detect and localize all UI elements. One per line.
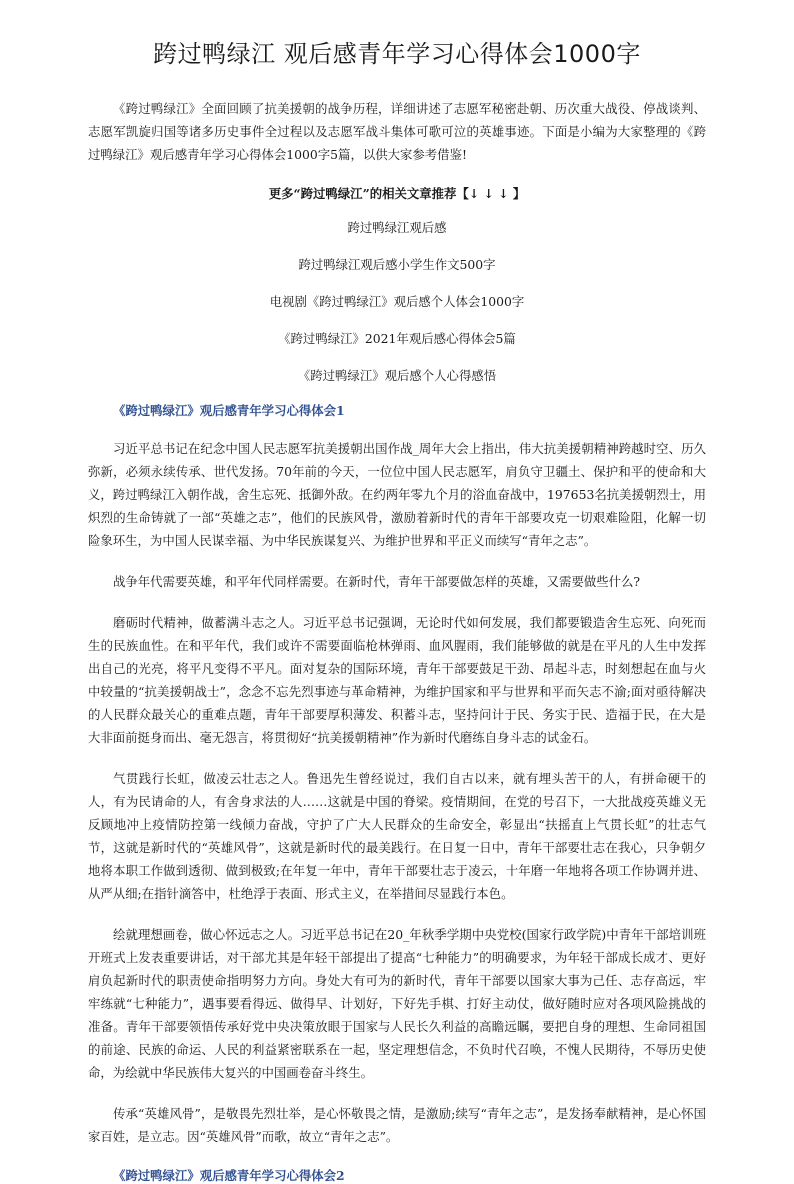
- related-articles-list: [88, 216, 706, 387]
- body-paragraph: 传承“英雄风骨”，是敬畏先烈壮举，是心怀敬畏之情，是激励;续写“青年之志”，是发扬奉献精神，是心怀国家百姓，是立志。因“英雄风骨”而歌，故立“青年之志”。: [88, 1106, 706, 1144]
- related-article-link[interactable]: 跨过鸭绿江观后感小学生作文500字: [298, 257, 496, 272]
- body-paragraph: 绘就理想画卷，做心怀远志之人。习近平总书记在20_年秋季学期中央党校(国家行政学院)中青年干部培训班开班式上发表重要讲话，对干部尤其是年轻干部提出了提高“七种能力”的明确要求，为年轻干部成长成才、更好肩负起新时代的职责使命指明努力方向。身处大有可为的新时代，青年干部要以国家大事为己任、志存高远，牢牢练就“七种能力”，遇事要看得远、做得早、计划好，下好先手棋、打好主动仗，做好随时应对各项风险挑战的准备。青年干部要领悟传承好党中央决策放眼于国家与人民长久利益的高瞻远瞩，要把自身的理想、生命同祖国的前途、民族的命运、人民的利益紧密联系在一起，坚定理想信念，不负时代召唤，不愧人民期待，不辱历史使命，为绘就中华民族伟大复兴的中国画卷奋斗终生。: [88, 927, 706, 1080]
- body-paragraph: 气贯践行长虹，做凌云壮志之人。鲁迅先生曾经说过，我们自古以来，就有埋头苦干的人，有拼命硬干的人，有为民请命的人，有舍身求法的人……这就是中国的脊梁。疫情期间，在党的号召下，一大批战疫英雄义无反顾地冲上疫情防控第一线倾力奋战，守护了广大人民群众的生命安全，彰显出“扶摇直上气贯长虹”的壮志气节，这就是新时代的“英雄风骨”，这就是新时代的最美践行。在日复一日中，青年干部要壮志在我心，只争朝夕地将本职工作做到透彻、做到极致;在年复一年中，青年干部要壮志于凌云，十年磨一年地将各项工作协调并进、从严从细;在指针滴答中，杜绝浮于表面、形式主义，在举措间尽显践行本色。: [88, 771, 706, 901]
- related-article-link[interactable]: 《跨过鸭绿江》2021年观后感心得体会5篇: [278, 331, 516, 346]
- document-title: 跨过鸭绿江 观后感青年学习心得体会1000字: [153, 40, 641, 68]
- section-heading-1[interactable]: 《跨过鸭绿江》观后感青年学习心得体会1: [113, 403, 345, 418]
- related-article-link[interactable]: 《跨过鸭绿江》观后感个人心得感悟: [297, 368, 497, 383]
- body-paragraph: 磨砺时代精神，做蓄满斗志之人。习近平总书记强调，无论时代如何发展，我们都要锻造舍生忘死、向死而生的民族血性。在和平年代，我们或许不需要面临枪林弹雨、血风腥雨，我们能够做的就是在平凡的人生中发挥出自己的光亮，将平凡变得不平凡。面对复杂的国际环境，青年干部要鼓足干劲、昂起斗志，时刻想起在血与火中较量的“抗美援朝战士”，念念不忘先烈事迹与革命精神，为维护国家和平与世界和平而矢志不渝;面对亟待解决的人民群众最关心的重难点题，青年干部要厚积薄发、积蓄斗志，坚持问计于民、务实于民、造福于民，在大是大非面前挺身而出、毫无怨言，将贯彻好“抗美援朝精神”作为新时代磨练自身斗志的试金石。: [88, 615, 706, 745]
- body-paragraph: 战争年代需要英雄，和平年代同样需要。在新时代，青年干部要做怎样的英雄，又需要做些什么?: [113, 574, 641, 589]
- body-paragraph: 习近平总书记在纪念中国人民志愿军抗美援朝出国作战_周年大会上指出，伟大抗美援朝精神跨越时空、历久弥新，必须永续传承、世代发扬。70年前的今天，一位位中国人民志愿军，肩负守卫疆土、保护和平的使命和大义，跨过鸭绿江入朝作战，舍生忘死、抵御外敌。在约两年零九个月的浴血奋战中，197653名抗美援朝烈士，用炽烈的生命铸就了一部“英雄之志”，他们的民族风骨，激励着新时代的青年干部要攻克一切艰难险阻，化解一切险象环生，为中国人民谋幸福、为中华民族谋复兴、为维护世界和平正义而续写“青年之志”。: [88, 441, 706, 548]
- related-article-link[interactable]: 电视剧《跨过鸭绿江》观后感个人体会1000字: [269, 294, 525, 309]
- section-heading-2[interactable]: 《跨过鸭绿江》观后感青年学习心得体会2: [113, 1168, 345, 1183]
- related-articles-header: 更多“跨过鸭绿江”的相关文章推荐【↓ ↓ ↓ 】: [268, 186, 526, 201]
- intro-paragraph: 《跨过鸭绿江》全面回顾了抗美援朝的战争历程，详细讲述了志愿军秘密赴朝、历次重大战役、停战谈判、志愿军凯旋归国等诸多历史事件全过程以及志愿军战斗集体可歌可泣的英雄事迹。下面是小编为大家整理的《跨过鸭绿江》观后感青年学习心得体会1000字5篇，以供大家参考借鉴!: [88, 101, 706, 162]
- related-article-link[interactable]: 跨过鸭绿江观后感: [347, 220, 447, 235]
